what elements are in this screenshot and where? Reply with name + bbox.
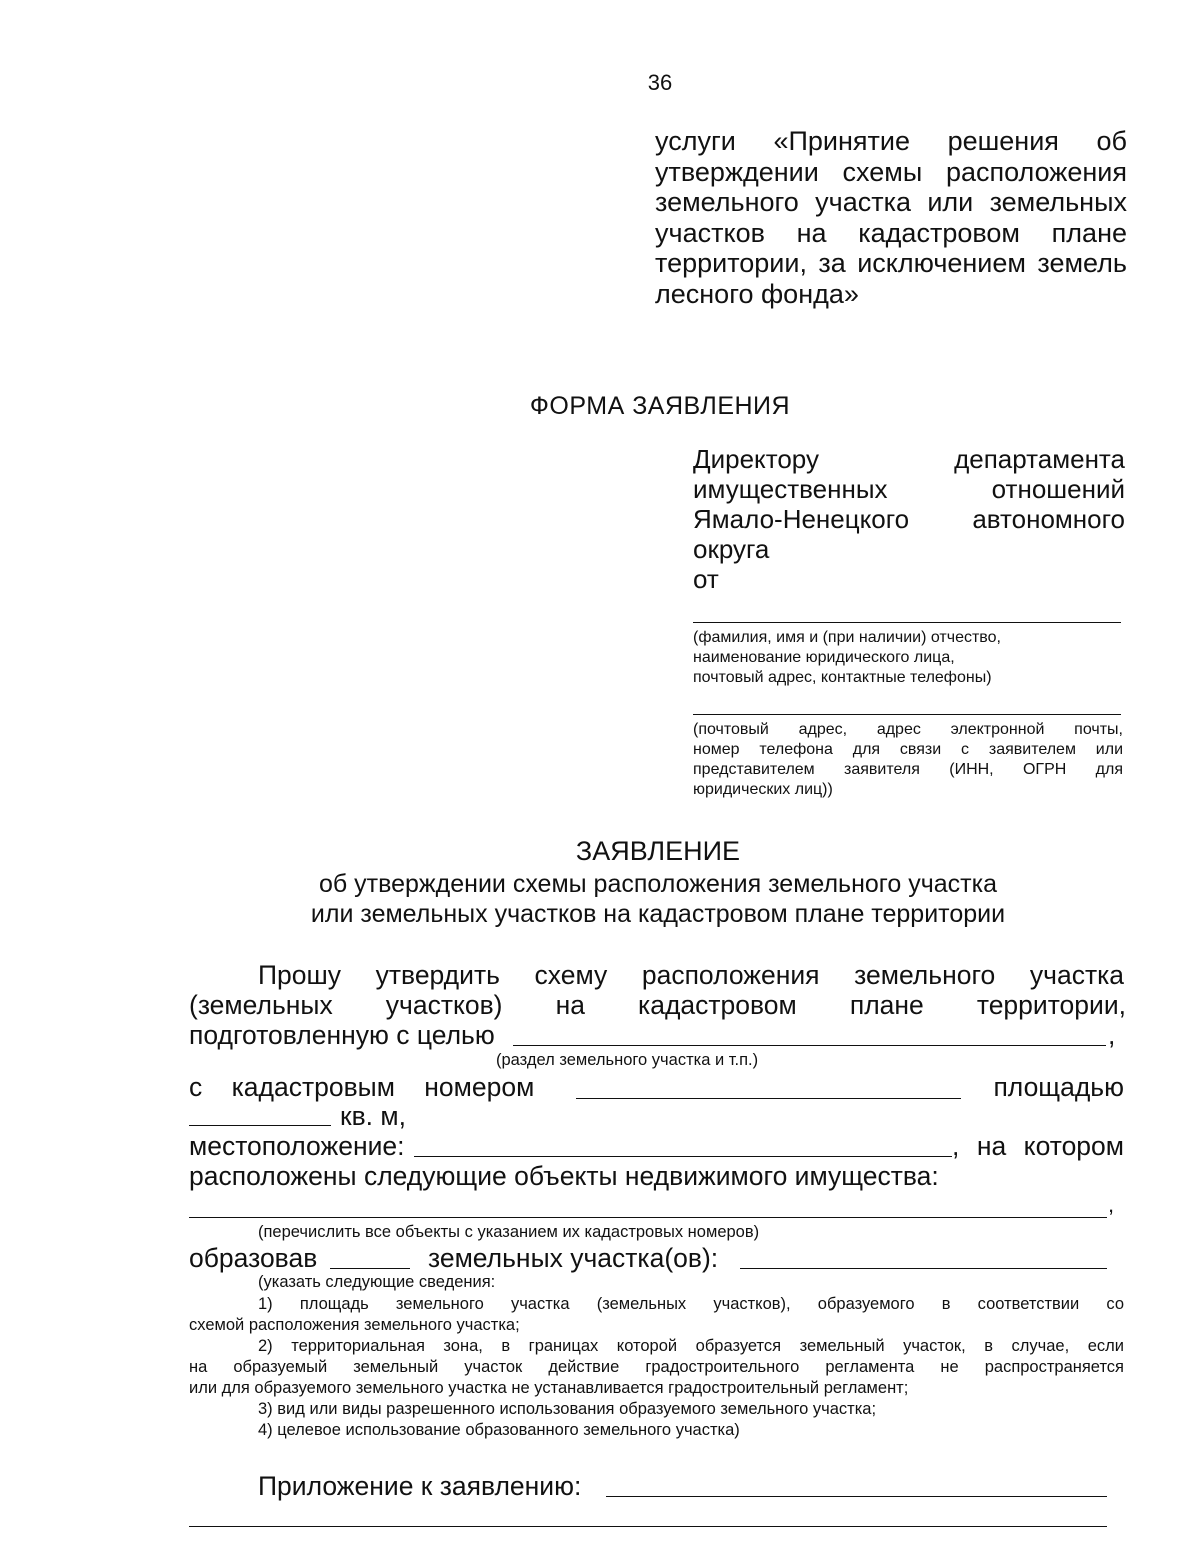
applicant-hint: (фамилия, имя и (при наличии) отчество, наименование юридического лица, почтовый адрес, контактные телефоны)	[693, 629, 1001, 686]
info-item-2: 2) территориальная зона, в границах которой образуется земельный участок, в случае, если	[258, 1337, 1124, 1355]
applicant-name-field[interactable]	[693, 622, 1121, 623]
info-item-3: 3) вид или виды разрешенного использования образуемого земельного участка;	[258, 1400, 877, 1418]
area-label: площадью	[993, 1072, 1124, 1102]
addressee-block	[693, 444, 1125, 594]
formed-parcels-field[interactable]	[740, 1268, 1107, 1269]
addressee-line: округа	[693, 534, 770, 564]
purpose-comma: ,	[1108, 1020, 1116, 1050]
location-field[interactable]	[414, 1156, 952, 1157]
service-line: лесного фонда»	[655, 278, 859, 309]
purpose-hint: (раздел земельного участка и т.п.)	[496, 1051, 759, 1069]
service-line: территории, за исключением земель	[655, 248, 1127, 278]
formed-label: образовав	[189, 1243, 318, 1273]
formed-suffix: земельных участка(ов):	[428, 1243, 719, 1273]
service-line: услуги «Принятие решения об	[655, 126, 1127, 156]
addressee-line: от	[693, 564, 719, 594]
info-item-4: 4) целевое использование образованного земельного участка)	[258, 1421, 740, 1439]
service-line: земельного участка или земельных	[655, 187, 1127, 217]
location-suffix: , на котором	[952, 1131, 1124, 1161]
info-item-2-cont: на образуемый земельный участок действие градостроительного регламента не распространяется	[189, 1358, 1124, 1376]
cadastral-label: с кадастровым номером	[189, 1072, 535, 1102]
objects-comma: ,	[1108, 1192, 1115, 1217]
objects-line: расположены следующие объекты недвижимого имущества:	[189, 1161, 939, 1191]
info-intro: (указать следующие сведения:	[258, 1273, 496, 1291]
body-line-1: Прошу утвердить схему расположения земельного участка	[258, 960, 1124, 990]
addressee-line: Директору департамента	[693, 444, 1125, 474]
service-name	[655, 126, 1127, 309]
statement-subtitle: или земельных участков на кадастровом плане территории	[310, 900, 1006, 928]
statement-subtitle: об утверждении схемы расположения земельного участка	[319, 870, 997, 898]
applicant-contacts-field[interactable]	[693, 714, 1121, 715]
info-item-1: 1) площадь земельного участка (земельных участков), образуемого в соответствии со	[258, 1295, 1124, 1313]
page-number: 36	[647, 70, 673, 95]
addressee-line: Ямало-Ненецкого автономного	[693, 504, 1125, 534]
appendix-field-2[interactable]	[189, 1526, 1107, 1527]
area-unit: кв. м,	[340, 1101, 406, 1131]
form-title: ФОРМА ЗАЯВЛЕНИЯ	[529, 392, 791, 420]
objects-hint: (перечислить все объекты с указанием их кадастровых номеров)	[258, 1223, 760, 1241]
appendix-label: Приложение к заявлению:	[258, 1471, 582, 1501]
purpose-label: подготовленную с целью	[189, 1020, 495, 1050]
info-item-1-cont: схемой расположения земельного участка;	[189, 1316, 520, 1334]
addressee-line: имущественных отношений	[693, 474, 1125, 504]
area-field[interactable]	[189, 1125, 331, 1126]
body-line-2: (земельных участков) на кадастровом плане территории,	[189, 990, 1126, 1020]
service-line: участков на кадастровом плане	[655, 217, 1127, 248]
service-line: утверждении схемы расположения	[655, 156, 1127, 187]
contacts-hint: (почтовый адрес, адрес электронной почты, номер телефона для связи с заявителем или представителем заявителя (ИНН, ОГРН для юридических лиц))	[693, 721, 1123, 798]
cadastral-number-field[interactable]	[576, 1098, 961, 1099]
purpose-field[interactable]	[513, 1045, 1106, 1046]
objects-field[interactable]	[189, 1217, 1107, 1218]
location-label: местоположение:	[189, 1131, 405, 1161]
info-item-2-cont: или для образуемого земельного участка не устанавливается градостроительный регламент;	[189, 1379, 909, 1397]
appendix-field[interactable]	[606, 1496, 1107, 1497]
formed-count-field[interactable]	[330, 1268, 410, 1269]
statement-title: ЗАЯВЛЕНИЕ	[575, 836, 741, 866]
